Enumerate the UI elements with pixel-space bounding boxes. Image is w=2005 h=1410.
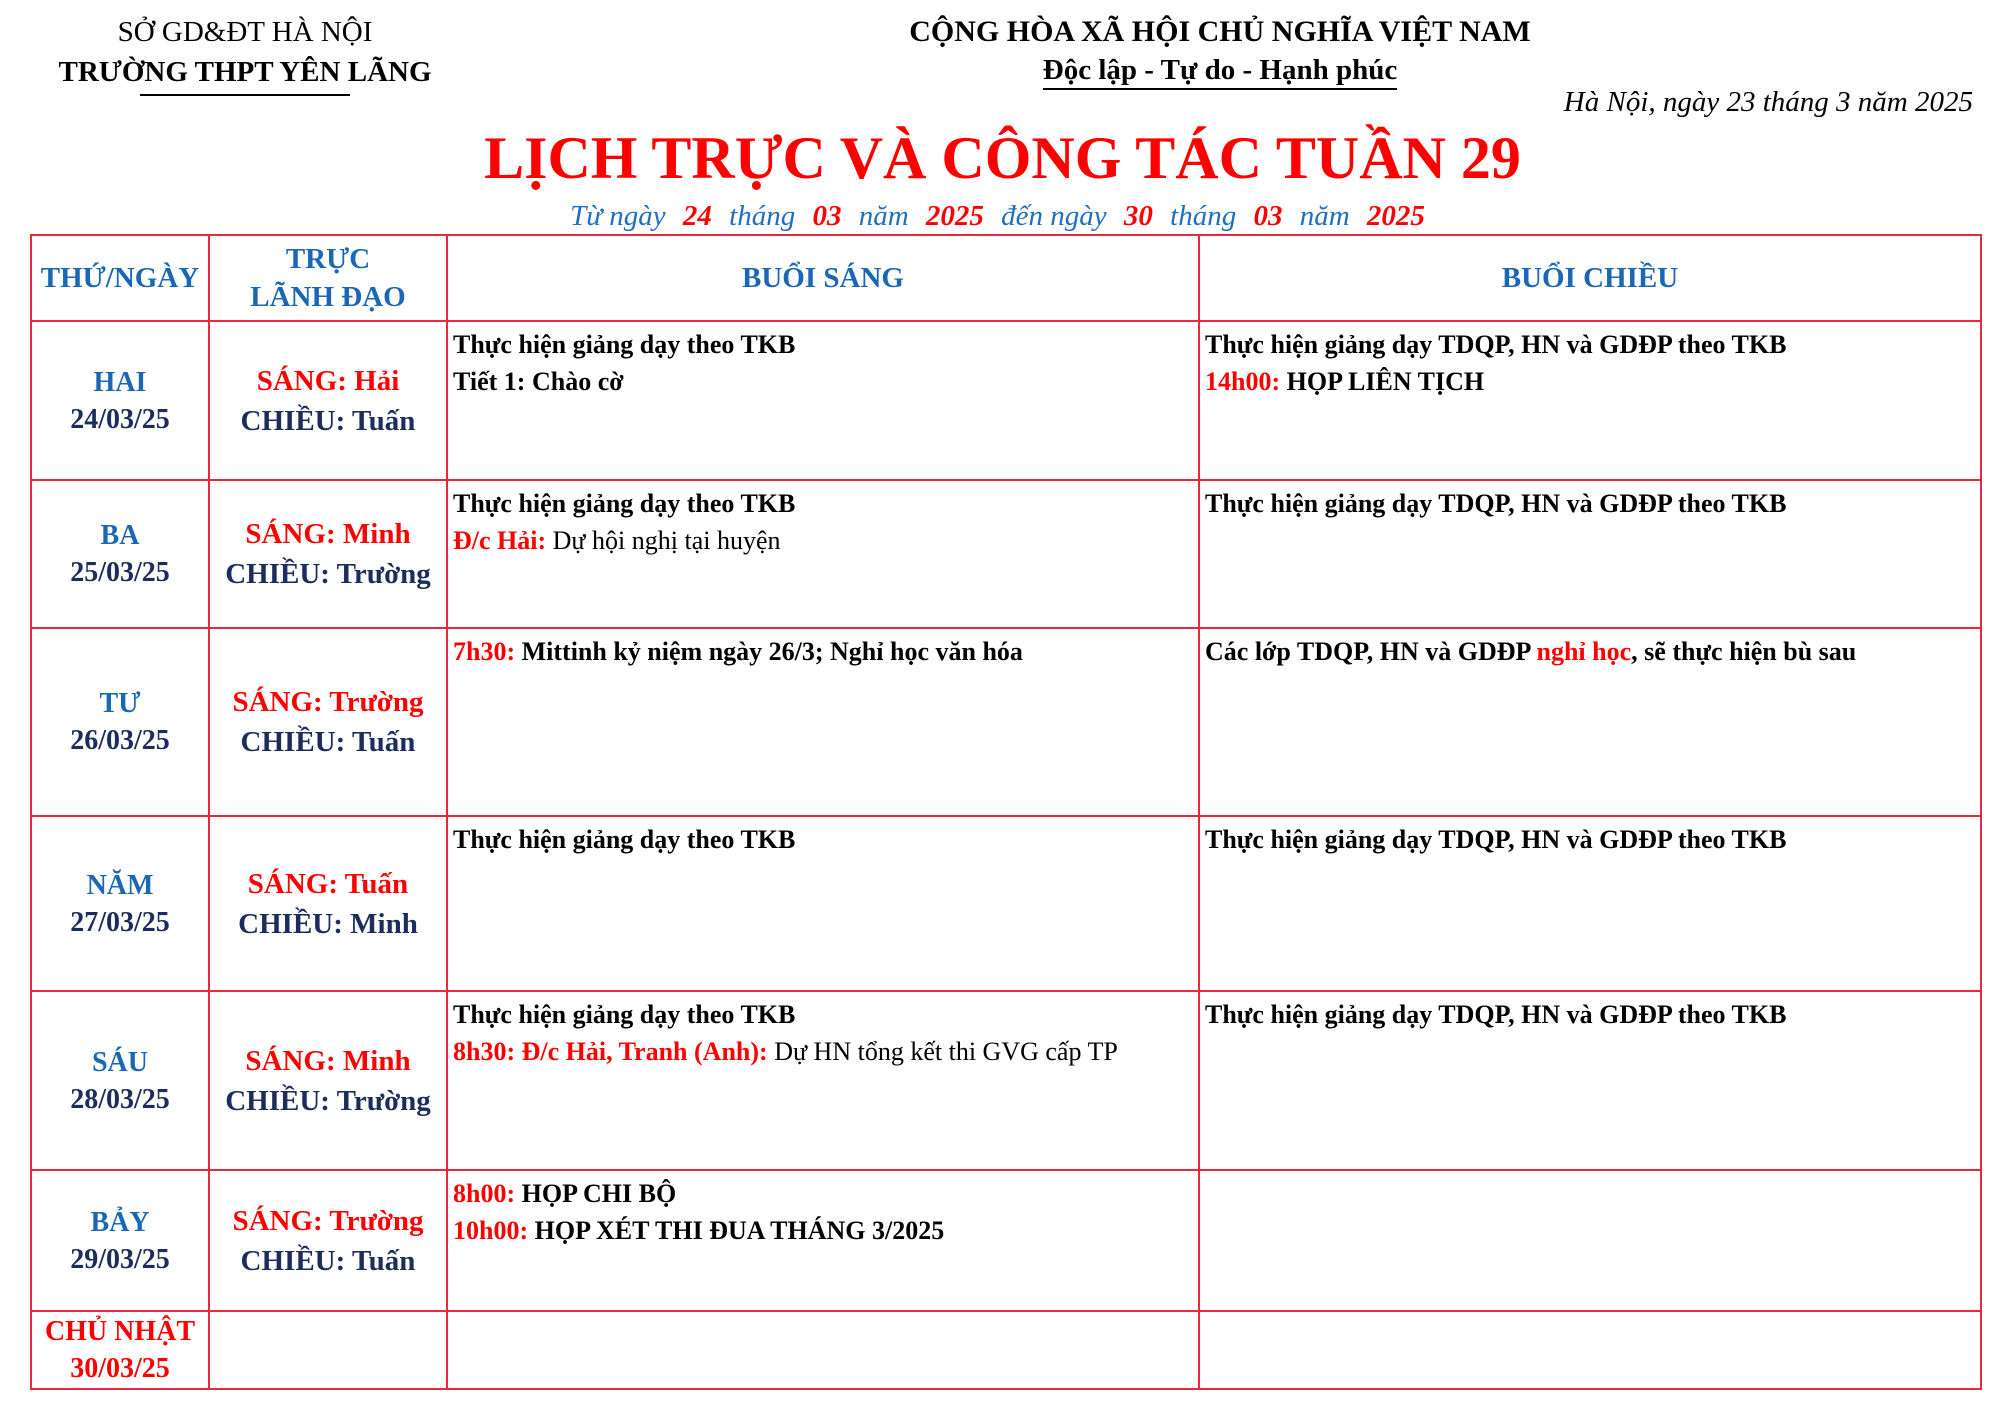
schedule-body	[31, 321, 1981, 1389]
leader-morning: SÁNG: Trường	[232, 686, 424, 718]
activity-text: HỌP XÉT THI ĐUA THÁNG 3/2025	[534, 1216, 945, 1245]
school-name: TRƯỜNG THPT YÊN LÃNG	[58, 56, 432, 88]
activity-text: Thực hiện giảng dạy TDQP, HN và GDĐP theo TKB	[1205, 825, 1787, 854]
activity-time-label: 8h00:	[453, 1179, 516, 1208]
day-name: SÁU	[91, 1046, 148, 1078]
table-row	[31, 480, 1981, 628]
day-date: 28/03/25	[70, 1083, 170, 1115]
day-name: CHỦ NHẬT	[44, 1316, 196, 1347]
activity-time-label: 10h00:	[453, 1216, 529, 1245]
month-label-2: tháng	[1170, 200, 1237, 232]
leader-cell	[209, 628, 447, 816]
afternoon-activities-cell	[1199, 991, 1981, 1170]
activity-text: Thực hiện giảng dạy theo TKB	[453, 825, 796, 854]
activity-text: Thực hiện giảng dạy theo TKB	[453, 489, 796, 518]
leader-morning: SÁNG: Hải	[256, 364, 400, 397]
afternoon-activities-cell	[1199, 480, 1981, 628]
day-cell	[31, 628, 209, 816]
national-header	[830, 12, 1610, 90]
day-name: BA	[100, 520, 140, 551]
national-motto: Độc lập - Tự do - Hạnh phúc	[1043, 52, 1398, 90]
activity-text: Thực hiện giảng dạy theo TKB	[453, 330, 796, 359]
leader-afternoon: CHIỀU: Minh	[238, 907, 418, 940]
activity-line	[453, 1212, 1198, 1249]
activity-text: HỌP CHI BỘ	[521, 1179, 677, 1208]
leader-cell	[209, 1170, 447, 1311]
activity-time-label: 8h30: Đ/c Hải, Tranh (Anh):	[453, 1037, 768, 1066]
table-row	[31, 991, 1981, 1170]
leader-morning: SÁNG: Minh	[245, 1044, 411, 1077]
activity-line	[1205, 996, 1980, 1033]
column-header-afternoon: BUỔI CHIỀU	[1199, 235, 1981, 321]
activity-line	[453, 326, 1198, 363]
activity-text: Thực hiện giảng dạy theo TKB	[453, 1000, 796, 1029]
place-date: Hà Nội, ngày 23 tháng 3 năm 2025	[1563, 86, 1973, 118]
afternoon-activities-cell	[1199, 321, 1981, 480]
activity-text: Thực hiện giảng dạy TDQP, HN và GDĐP theo TKB	[1205, 330, 1787, 359]
table-row	[31, 816, 1981, 991]
leader-afternoon: CHIỀU: Tuấn	[240, 726, 416, 758]
day-name: NĂM	[86, 869, 154, 901]
activity-text: Thực hiện giảng dạy TDQP, HN và GDĐP theo TKB	[1205, 1000, 1787, 1029]
afternoon-activities-cell	[1199, 628, 1981, 816]
to-year: 2025	[1366, 200, 1425, 232]
header-underline	[140, 94, 350, 96]
morning-activities-cell	[447, 480, 1199, 628]
morning-activities-cell	[447, 1170, 1199, 1311]
leader-cell	[209, 1311, 447, 1389]
leader-cell	[209, 321, 447, 480]
day-date: 29/03/25	[70, 1243, 170, 1275]
lead-header-line1: TRỰC	[285, 243, 371, 275]
activity-text: Các lớp TDQP, HN và GDĐP	[1205, 637, 1530, 666]
activity-line	[453, 522, 1198, 559]
table-row	[31, 628, 1981, 816]
to-day: 30	[1123, 200, 1153, 232]
day-cell	[31, 321, 209, 480]
day-cell	[31, 480, 209, 628]
activity-line	[453, 633, 1198, 670]
day-date: 24/03/25	[70, 403, 170, 435]
activity-highlight: nghỉ học	[1536, 637, 1632, 666]
schedule-table	[30, 234, 1982, 1390]
morning-activities-cell	[447, 991, 1199, 1170]
afternoon-activities-cell	[1199, 1170, 1981, 1311]
afternoon-activities-cell	[1199, 1311, 1981, 1389]
morning-activities-cell	[447, 321, 1199, 480]
page-title: LỊCH TRỰC VÀ CÔNG TÁC TUẦN 29	[484, 125, 1521, 191]
activity-line	[453, 1175, 1198, 1212]
leader-morning: SÁNG: Tuấn	[247, 867, 409, 900]
day-date: 27/03/25	[70, 906, 170, 938]
activity-line	[453, 821, 1198, 858]
leader-afternoon: CHIỀU: Tuấn	[240, 1244, 416, 1277]
table-row	[31, 1170, 1981, 1311]
activity-text: Tiết 1: Chào cờ	[453, 367, 624, 396]
activity-line	[1205, 363, 1980, 400]
leader-afternoon: CHIỀU: Trường	[225, 558, 431, 590]
to-label: đến ngày	[1001, 200, 1107, 232]
activity-line	[453, 485, 1198, 522]
column-header-lead	[209, 235, 447, 321]
to-month: 03	[1253, 200, 1283, 232]
from-year: 2025	[925, 200, 984, 232]
activity-text: HỌP LIÊN TỊCH	[1286, 367, 1485, 396]
table-header-row	[31, 235, 1981, 321]
activity-text: Mittinh kỷ niệm ngày 26/3; Nghỉ học văn hóa	[521, 637, 1023, 666]
leader-cell	[209, 480, 447, 628]
day-date: 25/03/25	[70, 557, 170, 588]
date-range	[0, 198, 2005, 234]
leader-afternoon: CHIỀU: Trường	[225, 1084, 431, 1117]
column-header-day: THỨ/NGÀY	[31, 235, 209, 321]
day-cell	[31, 816, 209, 991]
department-name: SỞ GD&ĐT HÀ NỘI	[117, 16, 373, 48]
activity-line	[1205, 633, 1980, 670]
activity-time-label: Đ/c Hải:	[453, 526, 547, 555]
column-header-morning: BUỔI SÁNG	[447, 235, 1199, 321]
from-day: 24	[682, 200, 712, 232]
day-cell	[31, 991, 209, 1170]
table-row	[31, 1311, 1981, 1389]
activity-line	[1205, 821, 1980, 858]
activity-line	[453, 996, 1198, 1033]
day-name: HAI	[93, 366, 147, 398]
leader-morning: SÁNG: Trường	[232, 1204, 424, 1237]
year-label-2: năm	[1299, 200, 1350, 232]
day-cell	[31, 1311, 209, 1389]
morning-activities-cell	[447, 628, 1199, 816]
leader-afternoon: CHIỀU: Tuấn	[240, 404, 416, 437]
leader-cell	[209, 816, 447, 991]
from-label: Từ ngày	[570, 200, 666, 232]
activity-text: Thực hiện giảng dạy TDQP, HN và GDĐP theo TKB	[1205, 489, 1787, 518]
activity-line	[1205, 326, 1980, 363]
month-label-1: tháng	[729, 200, 796, 232]
activity-line	[453, 1033, 1198, 1070]
leader-cell	[209, 991, 447, 1170]
activity-line	[1205, 485, 1980, 522]
day-name: TƯ	[99, 688, 141, 719]
morning-activities-cell	[447, 816, 1199, 991]
nation-name: CỘNG HÒA XÃ HỘI CHỦ NGHĨA VIỆT NAM	[909, 15, 1531, 48]
activity-detail: , sẽ thực hiện bù sau	[1631, 637, 1857, 666]
day-cell	[31, 1170, 209, 1311]
from-month: 03	[812, 200, 842, 232]
activity-line	[453, 363, 1198, 400]
leader-morning: SÁNG: Minh	[245, 518, 411, 550]
day-name: BẢY	[90, 1206, 150, 1238]
afternoon-activities-cell	[1199, 816, 1981, 991]
activity-detail: Dự HN tổng kết thi GVG cấp TP	[774, 1037, 1118, 1066]
table-row	[31, 321, 1981, 480]
day-date: 30/03/25	[70, 1353, 170, 1384]
year-label-1: năm	[858, 200, 909, 232]
activity-detail: Dự hội nghị tại huyện	[552, 526, 781, 555]
agency-header	[20, 12, 470, 96]
lead-header-line2: LÃNH ĐẠO	[250, 281, 406, 313]
morning-activities-cell	[447, 1311, 1199, 1389]
activity-time-label: 14h00:	[1205, 367, 1281, 396]
day-date: 26/03/25	[70, 725, 170, 756]
activity-time-label: 7h30:	[453, 637, 516, 666]
